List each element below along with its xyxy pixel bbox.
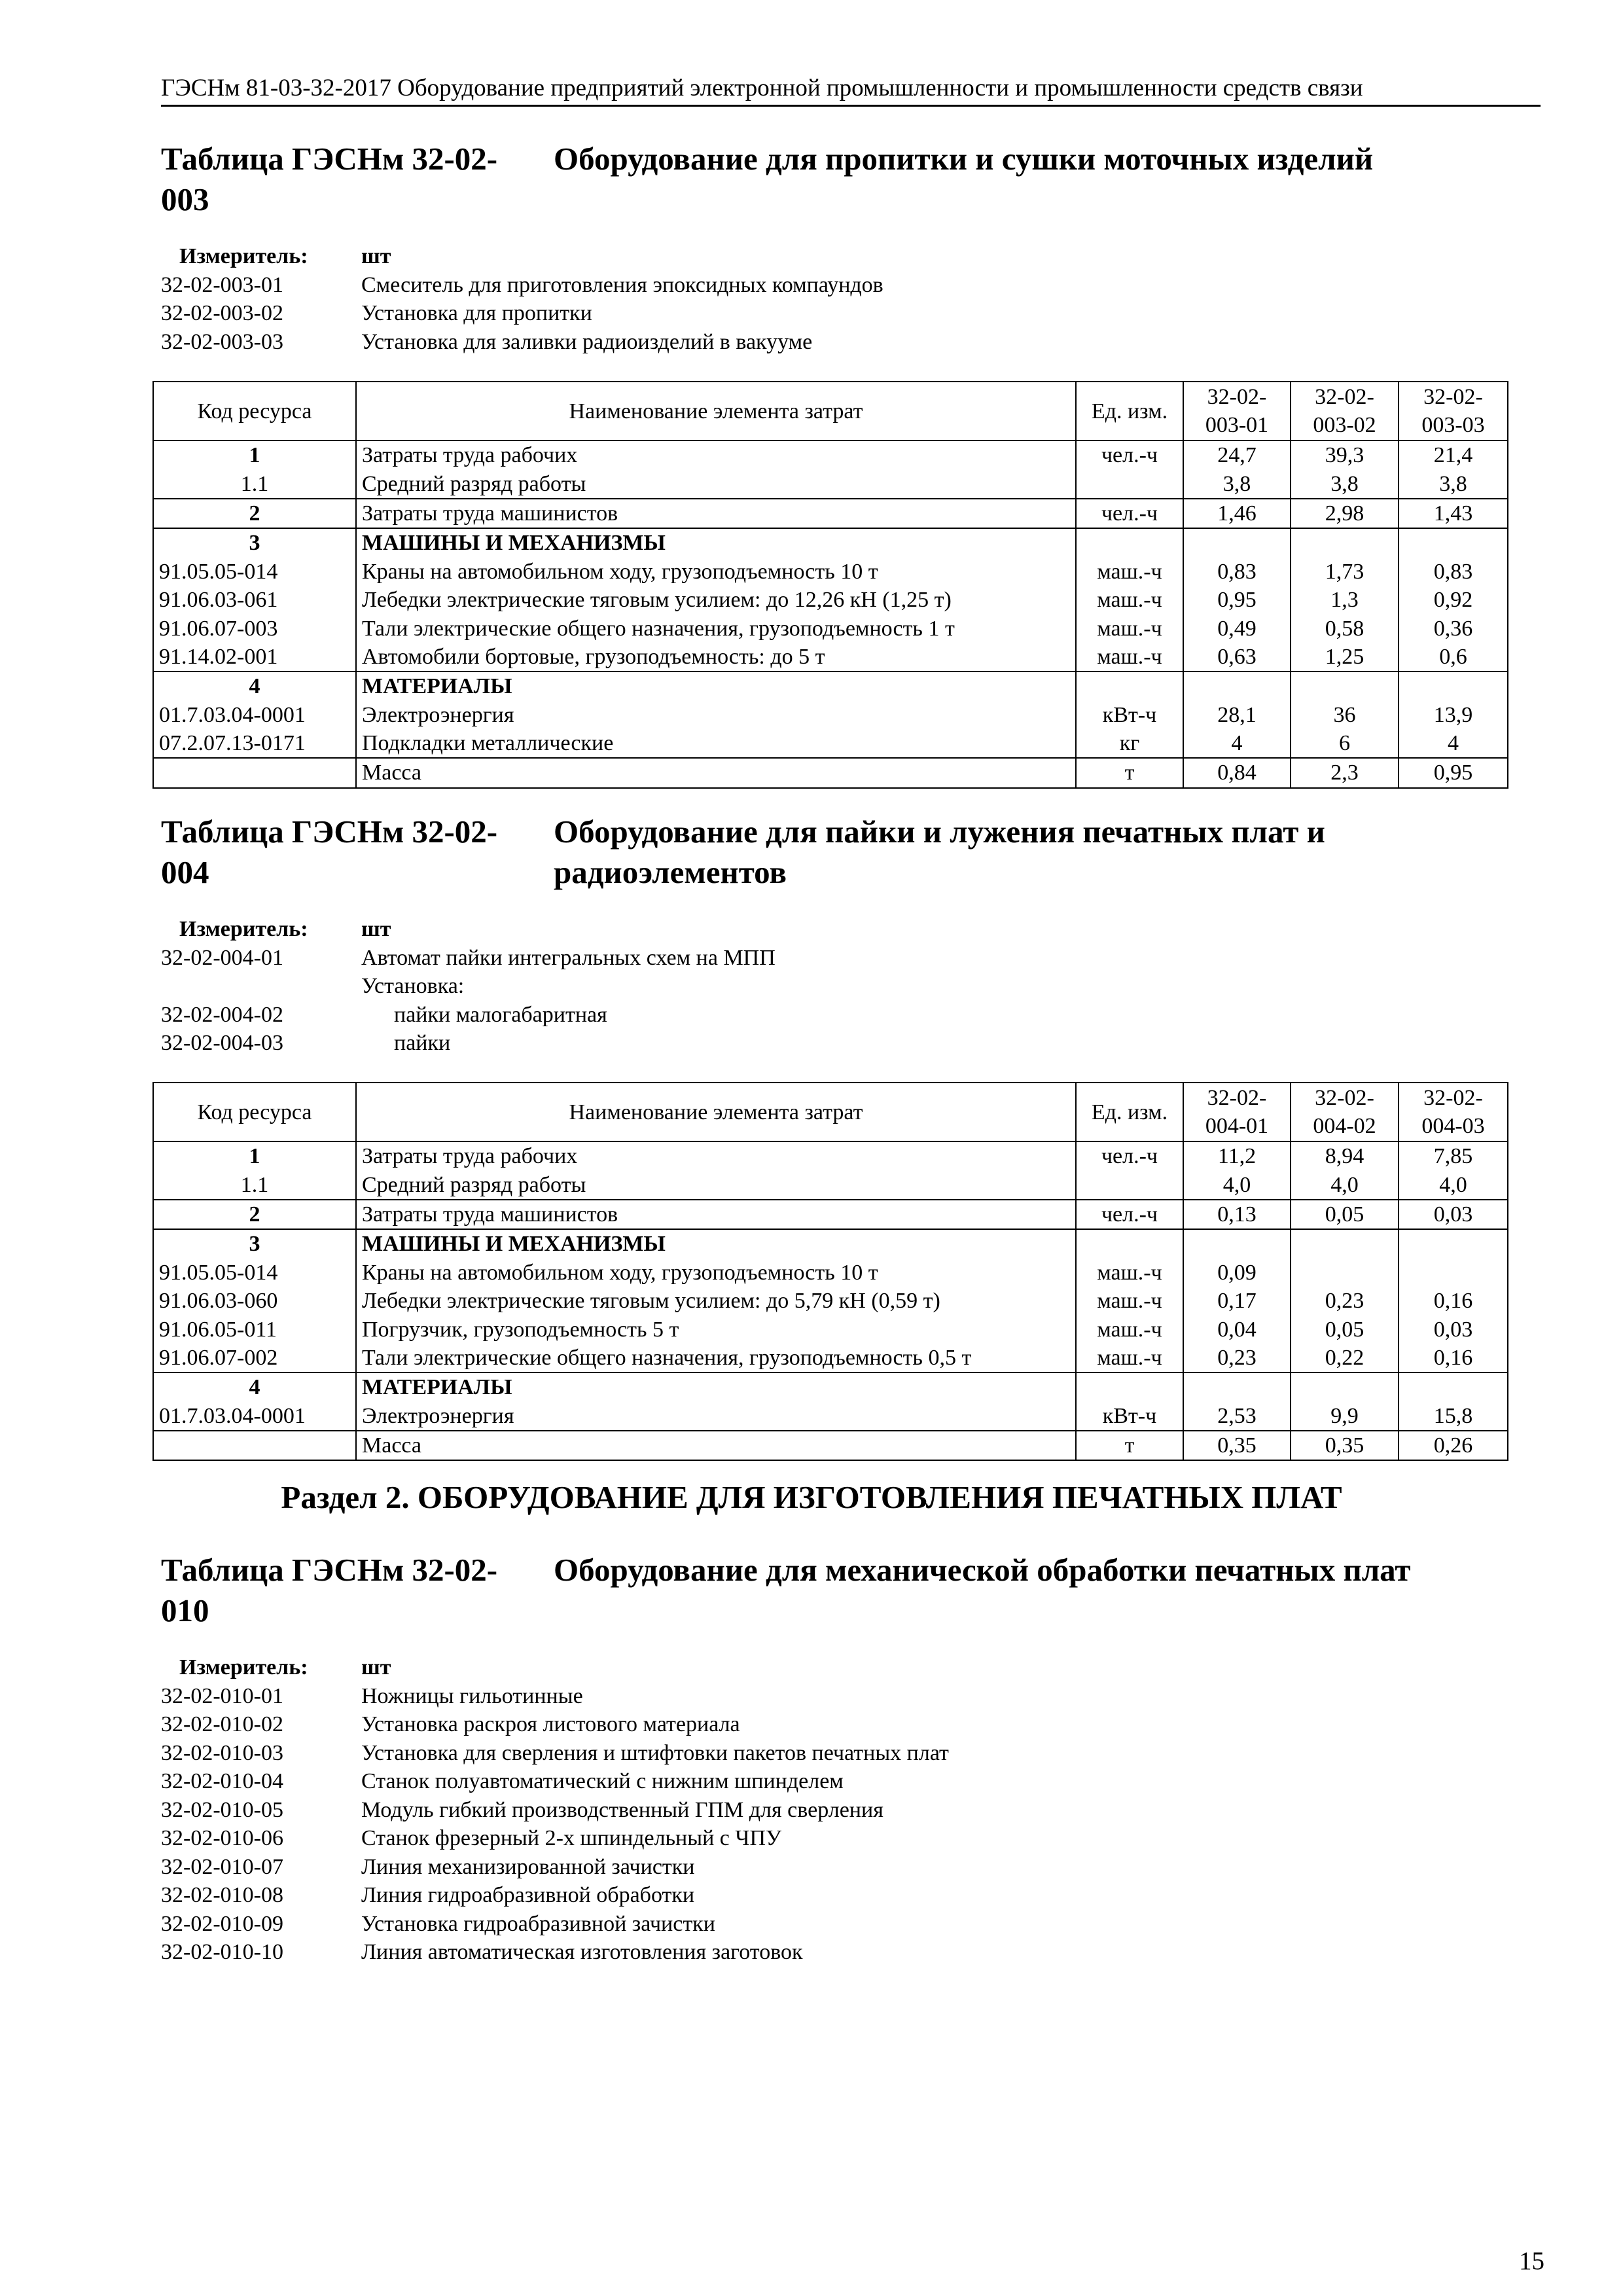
table-heading — [161, 139, 1522, 220]
text-line: 32-02-010-02 — [161, 1712, 283, 1736]
table-cell: Лебедки электрические тяговым усилием: до 5,79 кН (0,59 т) — [356, 1287, 1076, 1315]
text-line: 004 — [161, 854, 209, 890]
table-heading — [161, 1550, 1522, 1631]
table-cell: маш.-ч — [1076, 1259, 1183, 1287]
text-line: 003-02 — [1313, 413, 1376, 437]
table-row — [153, 1287, 1508, 1315]
table-cell — [1183, 1372, 1291, 1401]
column-header — [1183, 1083, 1291, 1141]
text-line: Станок фрезерный 2-х шпиндельный с ЧПУ — [361, 1826, 782, 1850]
table-cell: маш.-ч — [1076, 558, 1183, 586]
table-cell: 0,05 — [1291, 1315, 1399, 1343]
table-cell: 3 — [153, 1229, 356, 1258]
table-cell: 39,3 — [1291, 440, 1399, 469]
text-line: 004-02 — [1313, 1114, 1376, 1138]
table-cell: Краны на автомобильном ходу, грузоподъемность 10 т — [356, 1259, 1076, 1287]
table-cell — [1399, 1372, 1508, 1401]
table-cell: 4 — [1399, 729, 1508, 758]
table-cell: т — [1076, 758, 1183, 787]
table-cell: 91.06.05-011 — [153, 1315, 356, 1343]
text-line: Линия автоматическая изготовления заготовок — [361, 1940, 803, 1964]
table-cell: чел.-ч — [1076, 1200, 1183, 1229]
table-cell: Затраты труда рабочих — [356, 440, 1076, 469]
column-header — [1183, 382, 1291, 440]
table-cell: МАШИНЫ И МЕХАНИЗМЫ — [356, 528, 1076, 557]
text-line: 32-02-004-03 — [161, 1031, 283, 1055]
text-line: 003-03 — [1421, 413, 1485, 437]
table-cell: кг — [1076, 729, 1183, 758]
text-line: Линия гидроабразивной обработки — [361, 1883, 695, 1907]
table-cell: маш.-ч — [1076, 586, 1183, 614]
table-cell: 6 — [1291, 729, 1399, 758]
table-row — [153, 1259, 1508, 1287]
table-cell — [153, 1431, 356, 1460]
table-heading — [161, 812, 1522, 893]
table-cell: Затраты труда машинистов — [356, 499, 1076, 528]
resource-table — [152, 1082, 1508, 1461]
meter-label: Измеритель: — [179, 1655, 308, 1679]
table-row — [153, 469, 1508, 498]
column-header: Код ресурса — [153, 382, 356, 440]
table-row — [153, 1200, 1508, 1229]
table-cell: 0,35 — [1183, 1431, 1291, 1460]
text-line: 32-02- — [1207, 1086, 1267, 1110]
text-line: Установка раскроя листового материала — [361, 1712, 740, 1736]
text-line: 32-02- — [1315, 1086, 1374, 1110]
table-cell — [1076, 469, 1183, 498]
text-line: Станок полуавтоматический с нижним шпинделем — [361, 1769, 844, 1793]
table-cell: 36 — [1291, 701, 1399, 729]
text-line: 32-02-003-02 — [161, 301, 283, 325]
table-cell: МАШИНЫ И МЕХАНИЗМЫ — [356, 1229, 1076, 1258]
table-cell: чел.-ч — [1076, 499, 1183, 528]
table-cell: маш.-ч — [1076, 614, 1183, 642]
text-line: Установка для пропитки — [361, 301, 592, 325]
table-title: Оборудование для пропитки и сушки моточных изделий — [554, 141, 1374, 177]
table-cell: 91.05.05-014 — [153, 558, 356, 586]
text-line: 32-02- — [1315, 385, 1374, 409]
table-cell: 01.7.03.04-0001 — [153, 1402, 356, 1431]
table-title — [554, 812, 1509, 893]
text-line: 32-02- — [1207, 385, 1267, 409]
table-cell: Тали электрические общего назначения, грузоподъемность 0,5 т — [356, 1344, 1076, 1372]
table-cell: 91.14.02-001 — [153, 643, 356, 672]
table-cell — [1183, 528, 1291, 557]
table-row — [153, 528, 1508, 557]
table-cell: 11,2 — [1183, 1141, 1291, 1170]
column-header: Наименование элемента затрат — [356, 1083, 1076, 1141]
table-cell: маш.-ч — [1076, 643, 1183, 672]
table-cell — [1183, 672, 1291, 700]
text-line: Оборудование для пайки и лужения печатных плат и — [554, 814, 1325, 850]
table-number — [161, 1550, 527, 1631]
table-cell: 0,17 — [1183, 1287, 1291, 1315]
table-cell — [1399, 1229, 1508, 1258]
table-cell: Краны на автомобильном ходу, грузоподъемность 10 т — [356, 558, 1076, 586]
column-header — [1291, 1083, 1399, 1141]
table-row — [153, 758, 1508, 787]
table-number — [161, 139, 527, 220]
table-cell: 9,9 — [1291, 1402, 1399, 1431]
table-cell: маш.-ч — [1076, 1315, 1183, 1343]
table-cell: т — [1076, 1431, 1183, 1460]
table-cell — [1399, 672, 1508, 700]
table-cell — [1076, 528, 1183, 557]
table-cell: 0,16 — [1399, 1344, 1508, 1372]
table-row — [153, 614, 1508, 642]
text-line: 004-03 — [1421, 1114, 1485, 1138]
text-line: 32-02-004-02 — [161, 1002, 283, 1027]
table-cell: Подкладки металлические — [356, 729, 1076, 758]
table-cell: Затраты труда машинистов — [356, 1200, 1076, 1229]
text-line: радиоэлементов — [554, 854, 787, 890]
text-line: пайки — [394, 1031, 451, 1055]
text-line: Автомат пайки интегральных схем на МПП — [361, 945, 776, 970]
table-cell: 21,4 — [1399, 440, 1508, 469]
table-cell — [1291, 1229, 1399, 1258]
text-line: 32-02-003-01 — [161, 272, 283, 297]
table-cell: 91.06.07-002 — [153, 1344, 356, 1372]
text-line: Установка гидроабразивной зачистки — [361, 1911, 715, 1936]
text-line: Установка для заливки радиоизделий в вакууме — [361, 329, 813, 354]
resource-table — [152, 381, 1508, 789]
table-cell: 15,8 — [1399, 1402, 1508, 1431]
table-cell — [1076, 1372, 1183, 1401]
table-row — [153, 586, 1508, 614]
table-cell: 0,05 — [1291, 1200, 1399, 1229]
table-cell: 2,3 — [1291, 758, 1399, 787]
text-line: 32-02-010-04 — [161, 1769, 283, 1793]
text-line: Смеситель для приготовления эпоксидных компаундов — [361, 272, 883, 297]
page-number: 15 — [1519, 2247, 1544, 2275]
table-cell: Средний разряд работы — [356, 469, 1076, 498]
text-line: 32-02-010-01 — [161, 1683, 283, 1708]
running-header: ГЭСНм 81-03-32-2017 Оборудование предприятий электронной промышленности и промышленности средств связи — [161, 73, 1541, 107]
table-cell — [1291, 1372, 1399, 1401]
table-cell: 91.06.03-060 — [153, 1287, 356, 1315]
table-cell: 0,92 — [1399, 586, 1508, 614]
text-line: 32-02-010-10 — [161, 1940, 283, 1964]
table-cell: Затраты труда рабочих — [356, 1141, 1076, 1170]
table-cell: 3,8 — [1399, 469, 1508, 498]
table-row — [153, 701, 1508, 729]
table-row — [153, 440, 1508, 469]
text-line: 32-02-004-01 — [161, 945, 283, 970]
table-cell: Электроэнергия — [356, 1402, 1076, 1431]
table-cell: Погрузчик, грузоподъемность 5 т — [356, 1315, 1076, 1343]
table-cell: 0,6 — [1399, 643, 1508, 672]
text-line: 32-02-010-09 — [161, 1911, 283, 1936]
text-line: 32-02-010-06 — [161, 1826, 283, 1850]
table-cell: 1,43 — [1399, 499, 1508, 528]
table-cell: 4,0 — [1399, 1170, 1508, 1199]
table-cell: кВт-ч — [1076, 701, 1183, 729]
table-cell: кВт-ч — [1076, 1402, 1183, 1431]
table-cell: 91.06.07-003 — [153, 614, 356, 642]
table-cell: 4 — [1183, 729, 1291, 758]
table-cell: 3,8 — [1291, 469, 1399, 498]
text-line: Ножницы гильотинные — [361, 1683, 583, 1708]
table-cell: 2 — [153, 1200, 356, 1229]
table-row — [153, 1141, 1508, 1170]
table-cell: 07.2.07.13-0171 — [153, 729, 356, 758]
text-line: 32-02- — [1423, 1086, 1483, 1110]
table-cell — [1076, 672, 1183, 700]
table-cell: 0,58 — [1291, 614, 1399, 642]
table-cell — [1291, 528, 1399, 557]
table-cell: МАТЕРИАЛЫ — [356, 672, 1076, 700]
table-cell: 4,0 — [1183, 1170, 1291, 1199]
table-cell: 2 — [153, 499, 356, 528]
column-header — [1399, 382, 1508, 440]
table-cell: 0,16 — [1399, 1287, 1508, 1315]
table-row — [153, 1229, 1508, 1258]
table-cell — [1183, 1229, 1291, 1258]
table-cell: 1,73 — [1291, 558, 1399, 586]
text-line: 004-01 — [1205, 1114, 1269, 1138]
table-title: Оборудование для механической обработки печатных плат — [554, 1552, 1411, 1588]
table-row — [153, 1372, 1508, 1401]
table-cell: 0,95 — [1399, 758, 1508, 787]
table-cell — [153, 758, 356, 787]
table-cell: Автомобили бортовые, грузоподъемность: до 5 т — [356, 643, 1076, 672]
table-row — [153, 1431, 1508, 1460]
table-header-row — [153, 1083, 1508, 1141]
table-cell: 0,84 — [1183, 758, 1291, 787]
text-line: 010 — [161, 1592, 209, 1628]
meter-label: Измеритель: — [179, 244, 308, 268]
column-header — [1291, 382, 1399, 440]
text-line: 32-02-010-05 — [161, 1797, 283, 1822]
table-cell: 3 — [153, 528, 356, 557]
column-header: Ед. изм. — [1076, 382, 1183, 440]
table-cell: 0,26 — [1399, 1431, 1508, 1460]
column-header — [1399, 1083, 1508, 1141]
table-number — [161, 812, 527, 893]
text-line: Установка: — [361, 974, 465, 998]
table-cell: 7,85 — [1399, 1141, 1508, 1170]
table-cell: 28,1 — [1183, 701, 1291, 729]
table-cell: 0,23 — [1183, 1344, 1291, 1372]
table-cell: 1 — [153, 1141, 356, 1170]
table-row — [153, 1315, 1508, 1343]
table-cell — [1399, 528, 1508, 557]
table-cell: Масса — [356, 1431, 1076, 1460]
table-cell: 1,25 — [1291, 643, 1399, 672]
text-line: Таблица ГЭСНм 32-02- — [161, 1552, 498, 1588]
table-cell: 0,13 — [1183, 1200, 1291, 1229]
table-cell: 0,83 — [1399, 558, 1508, 586]
table-cell — [1076, 1170, 1183, 1199]
table-cell: 0,03 — [1399, 1200, 1508, 1229]
text-line: 003 — [161, 181, 209, 217]
table-cell — [1076, 1229, 1183, 1258]
table-cell: 3,8 — [1183, 469, 1291, 498]
section-title: Раздел 2. ОБОРУДОВАНИЕ ДЛЯ ИЗГОТОВЛЕНИЯ ПЕЧАТНЫХ ПЛАТ — [281, 1479, 1342, 1515]
table-cell: 1,3 — [1291, 586, 1399, 614]
table-cell: 1 — [153, 440, 356, 469]
table-cell: маш.-ч — [1076, 1344, 1183, 1372]
table-cell: Лебедки электрические тяговым усилием: до 12,26 кН (1,25 т) — [356, 586, 1076, 614]
table-cell — [1291, 1259, 1399, 1287]
text-line: Таблица ГЭСНм 32-02- — [161, 141, 498, 177]
table-row — [153, 558, 1508, 586]
meter-unit: шт — [361, 1655, 391, 1679]
table-cell: Электроэнергия — [356, 701, 1076, 729]
table-cell: Масса — [356, 758, 1076, 787]
meter-unit: шт — [361, 244, 391, 268]
table-cell: 4 — [153, 672, 356, 700]
table-cell: 0,03 — [1399, 1315, 1508, 1343]
text-line: 32-02-010-08 — [161, 1883, 283, 1907]
table-row — [153, 499, 1508, 528]
table-cell: 24,7 — [1183, 440, 1291, 469]
table-cell: 1.1 — [153, 469, 356, 498]
table-row — [153, 729, 1508, 758]
text-line: Линия механизированной зачистки — [361, 1854, 695, 1879]
table-cell: 0,35 — [1291, 1431, 1399, 1460]
table-row — [153, 672, 1508, 700]
text-line: 32-02- — [1423, 385, 1483, 409]
table-cell: 1.1 — [153, 1170, 356, 1199]
table-cell — [1399, 1259, 1508, 1287]
table-cell: 4,0 — [1291, 1170, 1399, 1199]
table-cell: 01.7.03.04-0001 — [153, 701, 356, 729]
column-header: Код ресурса — [153, 1083, 356, 1141]
text-line: 32-02-010-07 — [161, 1854, 283, 1879]
table-cell — [1291, 672, 1399, 700]
table-row — [153, 1170, 1508, 1199]
meter-label: Измеритель: — [179, 917, 308, 941]
text-line: 32-02-003-03 — [161, 329, 283, 354]
table-row — [153, 1344, 1508, 1372]
table-row — [153, 643, 1508, 672]
table-cell: чел.-ч — [1076, 1141, 1183, 1170]
table-cell: 0,63 — [1183, 643, 1291, 672]
table-cell: 0,23 — [1291, 1287, 1399, 1315]
table-cell: 0,09 — [1183, 1259, 1291, 1287]
table-cell: 0,49 — [1183, 614, 1291, 642]
table-cell: 1,46 — [1183, 499, 1291, 528]
table-cell: 4 — [153, 1372, 356, 1401]
table-cell: 0,22 — [1291, 1344, 1399, 1372]
table-row — [153, 1402, 1508, 1431]
text-line: 003-01 — [1205, 413, 1269, 437]
table-cell: маш.-ч — [1076, 1287, 1183, 1315]
table-cell: 0,04 — [1183, 1315, 1291, 1343]
table-cell: 13,9 — [1399, 701, 1508, 729]
table-cell: МАТЕРИАЛЫ — [356, 1372, 1076, 1401]
table-cell: 91.06.03-061 — [153, 586, 356, 614]
text-line: Таблица ГЭСНм 32-02- — [161, 814, 498, 850]
table-cell: 2,53 — [1183, 1402, 1291, 1431]
text-line: пайки малогабаритная — [394, 1002, 607, 1027]
column-header: Наименование элемента затрат — [356, 382, 1076, 440]
text-line: 32-02-010-03 — [161, 1740, 283, 1765]
table-cell: Тали электрические общего назначения, грузоподъемность 1 т — [356, 614, 1076, 642]
text-line: Установка для сверления и штифтовки пакетов печатных плат — [361, 1740, 949, 1765]
table-cell: 8,94 — [1291, 1141, 1399, 1170]
table-cell: 0,83 — [1183, 558, 1291, 586]
table-cell: 0,95 — [1183, 586, 1291, 614]
table-cell: 91.05.05-014 — [153, 1259, 356, 1287]
table-cell: 2,98 — [1291, 499, 1399, 528]
table-header-row — [153, 382, 1508, 440]
text-line: Модуль гибкий производственный ГПМ для сверления — [361, 1797, 883, 1822]
table-cell: чел.-ч — [1076, 440, 1183, 469]
meter-unit: шт — [361, 917, 391, 941]
column-header: Ед. изм. — [1076, 1083, 1183, 1141]
table-cell: 0,36 — [1399, 614, 1508, 642]
table-cell: Средний разряд работы — [356, 1170, 1076, 1199]
